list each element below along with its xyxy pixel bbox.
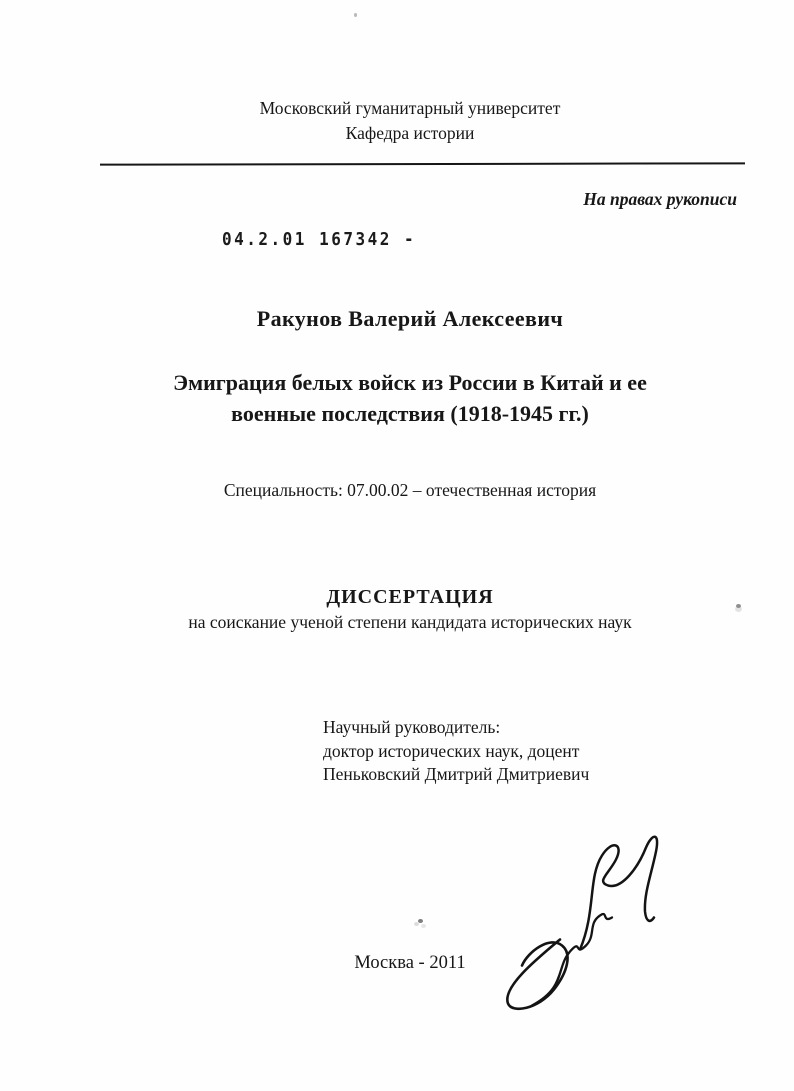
document-subtitle: на соискание ученой степени кандидата исторических наук bbox=[188, 612, 632, 632]
page-header bbox=[26, 96, 794, 146]
document-type-heading: ДИССЕРТАЦИЯ bbox=[326, 586, 494, 608]
university-name: Московский гуманитарный университет bbox=[259, 98, 561, 118]
scan-speck-top bbox=[354, 13, 357, 17]
supervisor-block bbox=[323, 716, 589, 787]
author-name: Ракунов Валерий Алексеевич bbox=[256, 306, 564, 331]
title-line-1: Эмиграция белых войск из России в Китай и ее bbox=[173, 370, 647, 395]
supervisor-label: Научный руководитель: bbox=[323, 717, 501, 737]
specialty-line: Специальность: 07.00.02 – отечественная история bbox=[223, 480, 597, 500]
horizontal-rule bbox=[100, 162, 745, 165]
handwritten-signature bbox=[492, 818, 667, 1016]
dissertation-title bbox=[26, 367, 794, 429]
library-catalog-stamp: 04.2.01 167342 - bbox=[222, 228, 417, 250]
supervisor-degree: доктор исторических наук, доцент bbox=[323, 740, 580, 761]
department-name: Кафедра истории bbox=[345, 123, 475, 143]
manuscript-rights-note: На правах рукописи bbox=[583, 189, 737, 209]
title-line-2: военные последствия (1918-1945 гг.) bbox=[231, 401, 589, 426]
scan-speck-middle bbox=[418, 919, 423, 923]
city-year-line: Москва - 2011 bbox=[354, 953, 466, 973]
supervisor-name: Пеньковский Дмитрий Дмитриевич bbox=[323, 764, 590, 784]
scan-speck-right bbox=[736, 604, 741, 608]
